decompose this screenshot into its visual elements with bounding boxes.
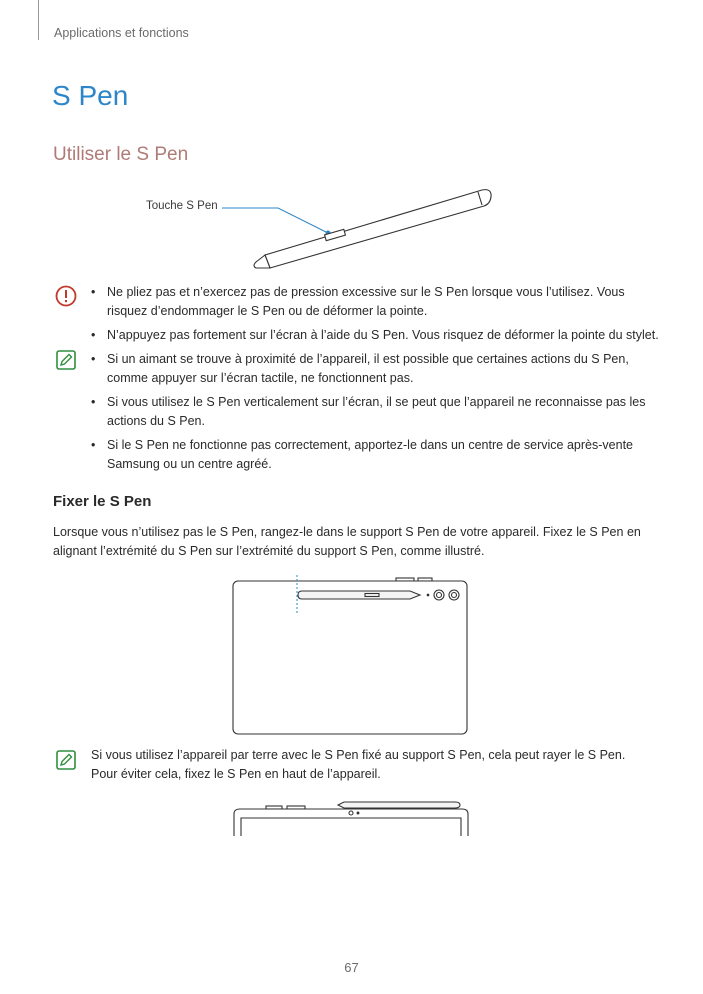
subsection-title: Fixer le S Pen <box>53 493 152 510</box>
section-title: Utiliser le S Pen <box>53 144 189 165</box>
breadcrumb: Applications et fonctions <box>54 26 189 40</box>
callout-leader-line <box>222 208 328 233</box>
note-pencil-icon <box>56 350 76 370</box>
exclamation-circle-icon <box>55 285 77 307</box>
warning-list <box>89 283 664 350</box>
spen-button-callout: Touche S Pen <box>146 200 218 212</box>
note2-text: Si vous utilisez l’appareil par terre avec le S Pen fixé au support S Pen, cela peut rayer le S Pen. Pour éviter cela, fixez le S Pen en haut de l’appareil. <box>91 748 626 781</box>
warning-item: • N’appuyez pas fortement sur l’écran à l’aide du S Pen. Vous risquez de déformer la pointe du stylet. <box>89 326 664 345</box>
spen-drawing <box>254 190 491 268</box>
warning-item: • Ne pliez pas et n’exercez pas de pression excessive sur le S Pen lorsque vous l’utilisez. Vous risquez d’endommager le S Pen ou de déformer la pointe. <box>89 283 664 321</box>
note-item: • Si un aimant se trouve à proximité de l’appareil, il est possible que certaines actions du S Pen, comme appuyer sur l’écran tactile, ne fonctionnent pas. <box>89 350 664 388</box>
note-pencil-icon <box>56 750 76 770</box>
page-title: S Pen <box>52 80 129 111</box>
page-number: 67 <box>344 960 359 975</box>
spen-illustration <box>0 0 703 280</box>
note-item: • Si vous utilisez le S Pen verticalement sur l’écran, il se peut que l’appareil ne reconnaisse pas les actions du S Pen. <box>89 393 664 431</box>
note-list <box>89 350 664 479</box>
subsection-paragraph: Lorsque vous n’utilisez pas le S Pen, rangez-le dans le support S Pen de votre appareil. Fixez le S Pen en alignant l’extrémité du S Pen sur l’extrémité du support S Pen, comme illustré. <box>53 525 641 558</box>
note-item: • Si le S Pen ne fonctionne pas correctement, apportez-le dans un centre de service après-vente Samsung ou un centre agréé. <box>89 436 664 474</box>
tablet-top-illustration <box>0 798 703 838</box>
tablet-back-illustration <box>0 570 703 740</box>
